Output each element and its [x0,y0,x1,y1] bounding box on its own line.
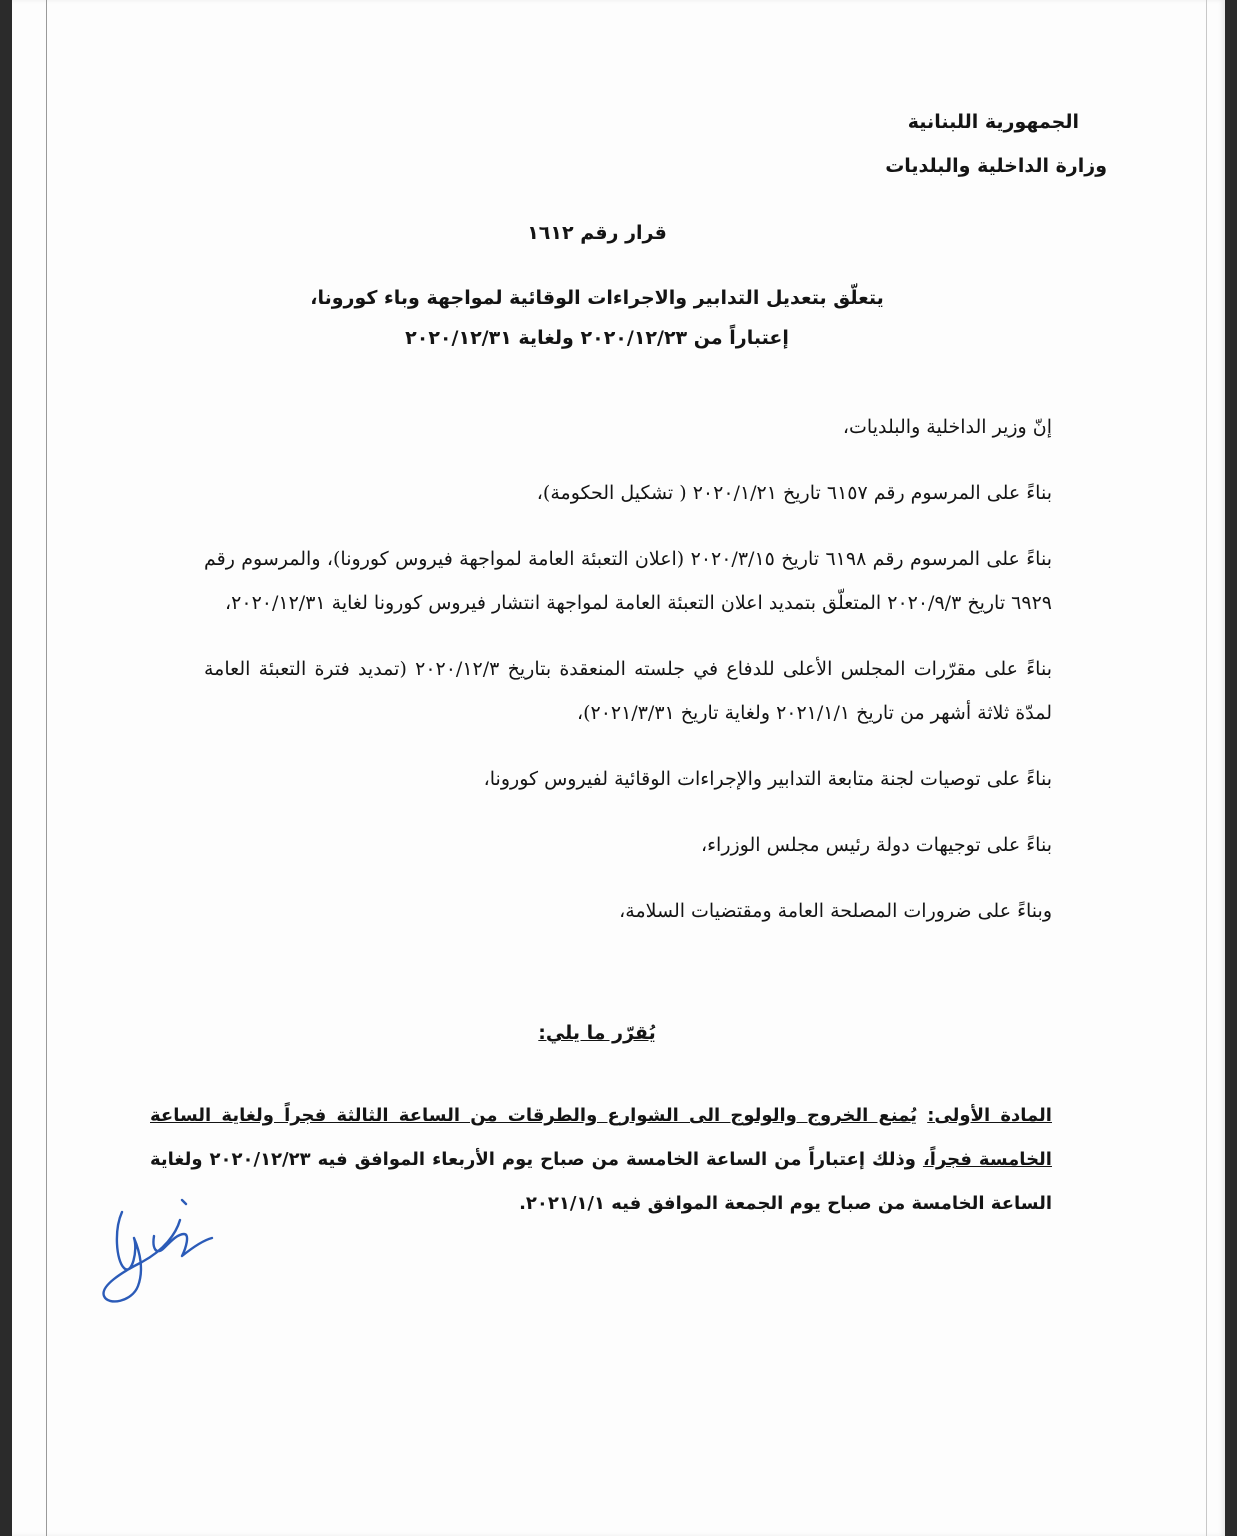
preamble-decree-mobilization: بناءً على المرسوم رقم ٦١٩٨ تاريخ ٢٠٢٠/٣/١٥ (اعلان التعبئة العامة لمواجهة فيروس كورونا)، والمرسوم رقم ٦٩٢٩ تاريخ ٢٠٢٠/٩/٣ المتعلّق بتمديد اعلان التعبئة العامة لمواجهة انتشار فيروس كورونا لغاية ٢٠٢٠/١٢/٣١، [204,548,1052,614]
preamble [204,405,1052,955]
article-one-text: وذلك إعتباراً من الساعة الخامسة من صباح يوم الأربعاء الموافق فيه ٢٠٢٠/١٢/٢٣ ولغاية الساعة الخامسة من صباح يوم الجمعة الموافق فيه ٢٠٢١/١/١. [150,1149,1052,1214]
decision-title [162,222,1032,358]
republic-name: الجمهورية اللبنانية [907,111,1079,133]
signature-mark [94,1190,224,1310]
article-one-label: المادة الأولى: [927,1105,1052,1126]
decision-subject-line-2: إعتباراً من ٢٠٢٠/١٢/٢٣ ولغاية ٢٠٢٠/١٢/٣١ [405,327,789,349]
preamble-prime-minister: بناءً على توجيهات دولة رئيس مجلس الوزراء، [700,834,1052,856]
preamble-decree-government: بناءً على المرسوم رقم ٦١٥٧ تاريخ ٢٠٢٠/١/٢١ ( تشكيل الحكومة)، [536,482,1052,504]
page-right-border [1206,0,1207,1536]
document-page [12,0,1225,1536]
article-one [150,1094,1052,1226]
decides-text: يُقرّر ما يلي: [538,1022,656,1044]
decision-number: قرار رقم ١٦١٢ [527,222,667,244]
letterhead [885,100,1107,188]
preamble-committee: بناءً على توصيات لجنة متابعة التدابير والإجراءات الوقائية لفيروس كورونا، [483,768,1052,790]
preamble-minister: إنّ وزير الداخلية والبلديات، [842,416,1052,438]
decides-heading [162,1022,1032,1044]
ministry-name: وزارة الداخلية والبلديات [885,155,1107,177]
decision-subject-line-1: يتعلّق بتعديل التدابير والاجراءات الوقائية لمواجهة وباء كورونا، [310,287,884,309]
article-one-underlined: يُمنع الخروج والولوج الى الشوارع والطرقات من الساعة الثالثة فجراً ولغاية الساعة الخامسة فجراً، [150,1105,1052,1170]
page-left-border [46,0,47,1536]
preamble-public-interest: وبناءً على ضرورات المصلحة العامة ومقتضيات السلامة، [619,900,1052,922]
preamble-defense-council: بناءً على مقرّرات المجلس الأعلى للدفاع في جلسته المنعقدة بتاريخ ٢٠٢٠/١٢/٣ (تمديد فترة التعبئة العامة لمدّة ثلاثة أشهر من تاريخ ٢٠٢١/١/١ ولغاية تاريخ ٢٠٢١/٣/٣١)، [204,658,1052,724]
